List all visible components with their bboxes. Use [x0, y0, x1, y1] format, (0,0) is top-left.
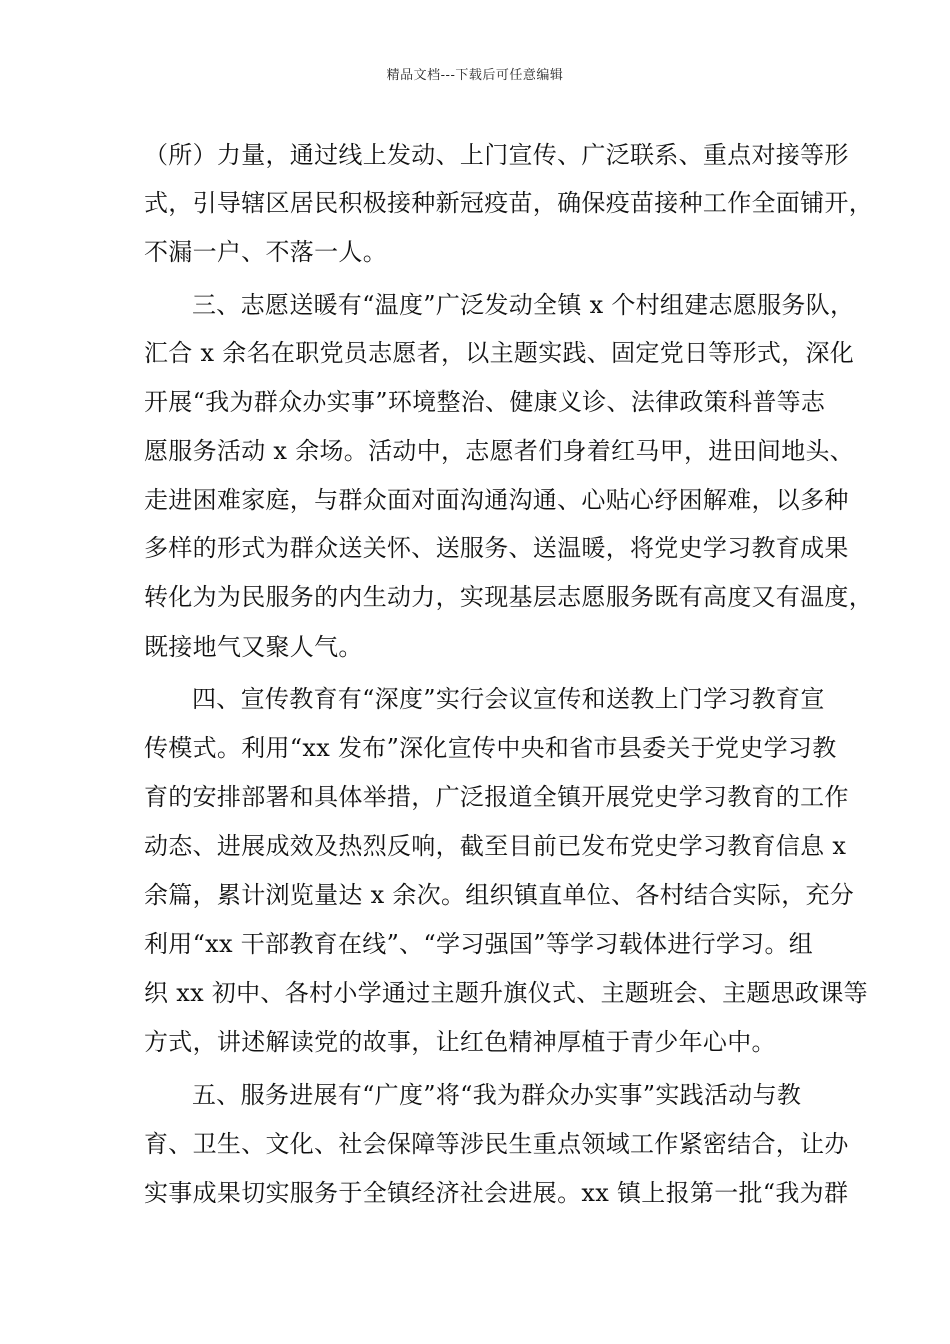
text-line: 转化为为民服务的内生动力，实现基层志愿服务既有高度又有温度，	[144, 583, 873, 611]
text-line: 三、志愿送暖有“温度”广泛发动全镇 x 个村组建志愿服务队，	[192, 291, 855, 319]
text-line: 走进困难家庭，与群众面对面沟通沟通、心贴心纾困解难，以多种	[144, 486, 849, 514]
page-header: 精品文档---下载后可任意编辑	[386, 68, 564, 83]
text-line: 动态、进展成效及热烈反响，截至目前已发布党史学习教育信息 x	[144, 832, 847, 860]
text-line: 开展“我为群众办实事”环境整治、健康义诊、法律政策科普等志	[144, 388, 826, 416]
text-line: 育的安排部署和具体举措，广泛报道全镇开展党史学习教育的工作	[144, 783, 849, 811]
text-line: 利用“xx 干部教育在线”、“学习强国”等学习载体进行学习。组	[144, 930, 814, 958]
text-line: 五、服务进展有“广度”将“我为群众办实事”实践活动与教	[192, 1081, 802, 1109]
text-line: 多样的形式为群众送关怀、送服务、送温暖，将党史学习教育成果	[144, 534, 849, 562]
text-line: 育、卫生、文化、社会保障等涉民生重点领域工作紧密结合，让办	[144, 1130, 849, 1158]
text-line: 不漏一户、不落一人。	[144, 238, 387, 266]
text-line: 既接地气又聚人气。	[144, 633, 363, 661]
text-line: 余篇，累计浏览量达 x 余次。组织镇直单位、各村结合实际，充分	[144, 881, 855, 909]
text-line: 四、宣传教育有“深度”实行会议宣传和送教上门学习教育宣	[192, 685, 825, 713]
text-line: （所）力量，通过线上发动、上门宣传、广泛联系、重点对接等形	[144, 141, 849, 169]
text-line: 织 xx 初中、各村小学通过主题升旗仪式、主题班会、主题思政课等	[144, 979, 868, 1007]
text-line: 实事成果切实服务于全镇经济社会进展。xx 镇上报第一批“我为群	[144, 1179, 849, 1207]
text-line: 愿服务活动 x 余场。活动中，志愿者们身着红马甲，进田间地头、	[144, 437, 855, 465]
text-line: 式，引导辖区居民积极接种新冠疫苗，确保疫苗接种工作全面铺开，	[144, 189, 873, 217]
text-line: 传模式。利用“xx 发布”深化宣传中央和省市县委关于党史学习教	[144, 734, 837, 762]
text-line: 方式，讲述解读党的故事，让红色精神厚植于青少年心中。	[144, 1028, 776, 1056]
text-line: 汇合 x 余名在职党员志愿者，以主题实践、固定党日等形式，深化	[144, 339, 855, 367]
